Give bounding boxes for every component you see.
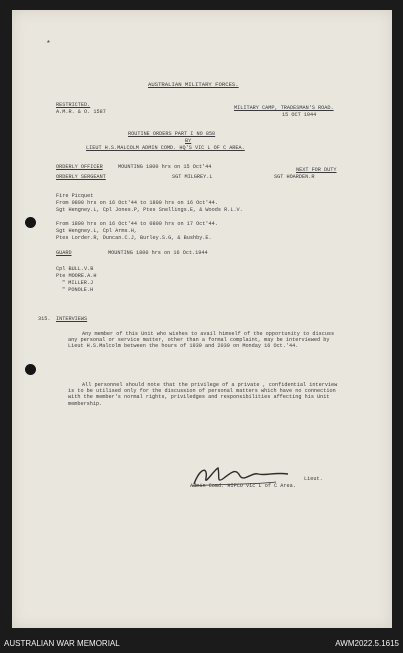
- orderly-sergeant-name: SGT MILGREY.L: [172, 174, 213, 180]
- guard-time: MOUNTING 1800 hrs on 16 Oct.1944: [108, 250, 208, 256]
- orders-by: BY: [185, 138, 192, 144]
- orders-officer: LIEUT H.S.MALCOLM ADMIN COMD. HQ'S VIC L OF C AREA.: [86, 145, 245, 151]
- signatory-rank: Lieut.: [304, 476, 323, 482]
- guard-line: " MILLER.J: [62, 280, 94, 286]
- fire-line: Sgt Hengney.L, Cpl Arms.H,: [56, 228, 137, 234]
- location: MILITARY CAMP, TRADESMAN'S ROAD.: [234, 105, 334, 111]
- orderly-officer-label: ORDERLY OFFICER: [56, 164, 103, 170]
- orderly-sergeant-label: ORDERLY SERGEANT: [56, 174, 106, 180]
- document-date: 15 OCT 1944: [282, 112, 317, 118]
- archive-caption: AUSTRALIAN WAR MEMORIAL: [4, 639, 120, 648]
- guard-label: GUARD: [56, 250, 72, 256]
- next-for-duty-label: NEXT FOR DUTY: [296, 167, 337, 173]
- guard-line: " PONOLE.H: [62, 287, 94, 293]
- guard-line: Pte MOORE.A.H: [56, 273, 97, 279]
- signatory-title: Admin Comd. HIPCO Vic L of C Area.: [190, 483, 296, 489]
- fire-picquet-label: Fire Picquet: [56, 193, 94, 199]
- item-number: 315.: [38, 316, 51, 322]
- orders-title: ROUTINE ORDERS PART I NO 850: [128, 131, 216, 137]
- fire-line: Sgt Hengney.L, Cpl Jones.P, Ptes Snellings.E, & Woods R.L.V.: [56, 207, 243, 213]
- fire-line: From 0800 hrs on 16 Oct'44 to 1800 hrs on 16 Oct'44.: [56, 200, 218, 206]
- fire-line: Ptes Lorder.R, Duncan.C.J, Burley.S.G, & Bushby.E.: [56, 235, 212, 241]
- next-duty-sergeant: SGT HOARDEN.R: [274, 174, 315, 180]
- orderly-officer-time: MOUNTING 1800 hrs on 15 Oct'44: [118, 164, 212, 170]
- accession-number: AWM2022.5.1615: [335, 639, 399, 648]
- item-title: INTERVIEWS: [56, 316, 88, 322]
- pencil-mark: *: [46, 40, 51, 49]
- interview-paragraph: Any member of this Unit who wishes to avail himself of the opportunity to discuss any personal or service matter, other than a formal complaint, may be interviewed by Lieut H.S.Malcolm between the hours of 1930 and 2030 on Monday 16 Oct.'44.: [68, 331, 335, 350]
- punch-hole-top: [25, 217, 36, 228]
- document-heading: AUSTRALIAN MILITARY FORCES.: [148, 81, 239, 88]
- privilege-paragraph: All personnel should note that the privilege of a private , confidential interview is to be utilised only for the discussion of personal matters which have no connection with the member's normal rights, priviledges and responsibilities affecting his Unit membership.: [68, 382, 338, 407]
- caption-bar: [0, 634, 403, 653]
- fire-line: From 1800 hrs on 16 Oct'44 to 0800 hrs on 17 Oct'44.: [56, 221, 218, 227]
- document-page: [12, 10, 392, 628]
- reference: A.M.R. & O. 1587: [56, 109, 106, 115]
- classification: RESTRICTED.: [56, 102, 91, 108]
- guard-line: Cpl BULL.V.B: [56, 266, 94, 272]
- punch-hole-bottom: [25, 364, 36, 375]
